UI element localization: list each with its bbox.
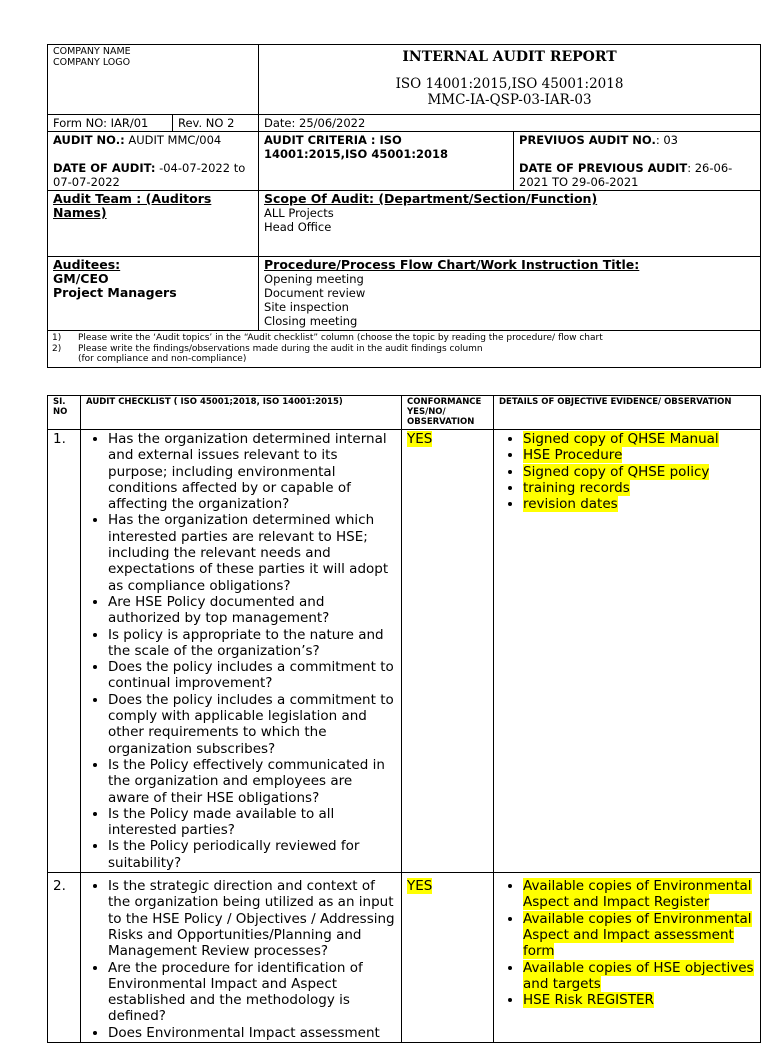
question-item: • Are HSE Policy documented and authorized by top management? bbox=[108, 594, 396, 627]
evidence-item: Available copies of HSE objectives and targets bbox=[523, 959, 754, 992]
evidence-item: HSE Risk REGISTER bbox=[523, 992, 654, 1009]
auditee-item: Project Managers bbox=[53, 285, 177, 300]
column-header-checklist: AUDIT CHECKLIST ( ISO 45001;2018, ISO 14001:2015) bbox=[81, 396, 402, 430]
audit-no-label: AUDIT NO.: bbox=[53, 133, 125, 147]
auditee-item: GM/CEO bbox=[53, 271, 109, 286]
checklist-cell bbox=[81, 873, 402, 1043]
scope-cell bbox=[259, 191, 761, 257]
audit-date-label: DATE OF AUDIT: bbox=[53, 161, 156, 175]
conformance-value: YES bbox=[407, 431, 433, 447]
column-header-evidence: DETAILS OF OBJECTIVE EVIDENCE/ OBSERVATION bbox=[494, 396, 761, 430]
evidence-cell bbox=[494, 430, 761, 873]
evidence-item: Available copies of Environmental Aspect and Impact assessment form bbox=[523, 910, 752, 960]
previous-audit-value: : 03 bbox=[655, 133, 678, 147]
checklist-cell bbox=[81, 430, 402, 873]
audit-no-value: AUDIT MMC/004 bbox=[124, 133, 222, 147]
scope-label: Scope Of Audit: (Department/Section/Function) bbox=[264, 191, 598, 206]
note-line: 2) Please write the findings/observations made during the audit in the audit findings column bbox=[52, 343, 483, 354]
auditees-cell bbox=[48, 257, 259, 331]
audit-criteria: AUDIT CRITERIA : ISO 14001:2015,ISO 45001:2018 bbox=[259, 132, 514, 191]
procedure-label: Procedure/Process Flow Chart/Work Instruction Title: bbox=[264, 257, 640, 272]
evidence-cell bbox=[494, 873, 761, 1043]
audit-checklist-table bbox=[47, 395, 761, 1043]
company-logo-placeholder: COMPANY LOGO bbox=[53, 57, 131, 68]
previous-audit-cell bbox=[514, 132, 761, 191]
audit-header-table bbox=[47, 44, 761, 368]
instructions-notes bbox=[48, 331, 761, 368]
evidence-list bbox=[499, 878, 755, 1008]
question-item: • Does the policy includes a commitment to continual improvement? bbox=[108, 659, 396, 692]
form-no: Form NO: IAR/01 bbox=[48, 115, 173, 132]
question-item: • Is policy is appropriate to the nature and the scale of the organization’s? bbox=[108, 627, 396, 660]
report-standards: ISO 14001:2015,ISO 45001:2018 bbox=[395, 76, 624, 92]
table-row bbox=[48, 430, 761, 873]
question-item: • Has the organization determined internal and external issues relevant to its purpose; including environmental conditions affected by or capable of affecting the organization? bbox=[108, 431, 396, 512]
column-header-si-no: SI. NO bbox=[48, 396, 81, 430]
company-name: COMPANY NAME bbox=[53, 46, 131, 57]
conformance-value: YES bbox=[407, 878, 433, 895]
question-item: • Does the policy includes a commitment to comply with applicable legislation and other requirements to which the organization subscribes? bbox=[108, 692, 396, 757]
question-list bbox=[86, 431, 396, 871]
question-item: • Has the organization determined which interested parties are relevant to HSE; including the relevant needs and expectations of these parties it will adopt as compliance obligations? bbox=[108, 512, 396, 593]
previous-audit-date-value: : 26-06-2021 TO 29-06-2021 bbox=[519, 161, 733, 189]
conformance-cell bbox=[402, 430, 494, 873]
question-item: • Does Environmental Impact assessment bbox=[108, 1025, 396, 1041]
previous-audit-label: PREVIUOS AUDIT NO. bbox=[519, 133, 656, 147]
previous-audit-date-label: DATE OF PREVIOUS AUDIT bbox=[519, 161, 688, 175]
evidence-item: Available copies of Environmental Aspect and Impact Register bbox=[523, 878, 752, 911]
procedure-item: Document review bbox=[264, 286, 366, 300]
rev-no: Rev. NO 2 bbox=[173, 115, 259, 132]
report-title: INTERNAL AUDIT REPORT bbox=[402, 49, 617, 65]
evidence-item: Signed copy of QHSE Manual bbox=[523, 431, 719, 447]
evidence-item: HSE Procedure bbox=[523, 447, 623, 464]
question-item: • Is the strategic direction and context of the organization being utilized as an input to the HSE Policy / Objectives / Addressing Risks and Opportunities/Planning and Management Review processes? bbox=[108, 878, 396, 959]
question-item: • Are the procedure for identification of Environmental Impact and Aspect established and the methodology is defined? bbox=[108, 960, 396, 1025]
note-line: 1) Please write the ‘Audit topics’ in the “Audit checklist” column (choose the topic by reading the procedure/ flow chart bbox=[52, 333, 603, 343]
evidence-list bbox=[499, 431, 755, 512]
procedure-item: Site inspection bbox=[264, 300, 349, 314]
evidence-item: revision dates bbox=[523, 496, 618, 513]
audit-team-label: Audit Team : (Auditors Names) bbox=[48, 191, 259, 257]
question-item: • Is the Policy made available to all interested parties? bbox=[108, 806, 396, 839]
report-date: Date: 25/06/2022 bbox=[259, 115, 761, 132]
auditees-label: Auditees: bbox=[53, 257, 121, 272]
question-item: • Is the Policy effectively communicated in the organization and employees are aware of their HSE obligations? bbox=[108, 757, 396, 806]
company-cell bbox=[48, 45, 259, 115]
table-row bbox=[48, 873, 761, 1043]
conformance-cell bbox=[402, 873, 494, 1043]
procedure-item: Closing meeting bbox=[264, 314, 358, 328]
scope-item: Head Office bbox=[264, 220, 332, 234]
evidence-item: training records bbox=[523, 479, 630, 496]
audit-date-value: -04-07-2022 to 07-07-2022 bbox=[53, 161, 246, 189]
report-title-cell bbox=[259, 45, 761, 115]
note-line: (for compliance and non-compliance) bbox=[78, 354, 247, 364]
audit-no-cell bbox=[48, 132, 259, 191]
row-number: 1. bbox=[48, 430, 81, 873]
procedure-cell bbox=[259, 257, 761, 331]
scope-item: ALL Projects bbox=[264, 206, 334, 220]
evidence-item: Signed copy of QHSE policy bbox=[523, 463, 710, 480]
row-number: 2. bbox=[48, 873, 81, 1043]
question-list bbox=[86, 878, 396, 1041]
procedure-item: Opening meeting bbox=[264, 272, 364, 286]
column-header-conformance: CONFORMANCE YES/NO/ OBSERVATION bbox=[402, 396, 494, 430]
report-doc-code: MMC-IA-QSP-03-IAR-03 bbox=[427, 92, 592, 108]
question-item: • Is the Policy periodically reviewed for suitability? bbox=[108, 838, 396, 871]
